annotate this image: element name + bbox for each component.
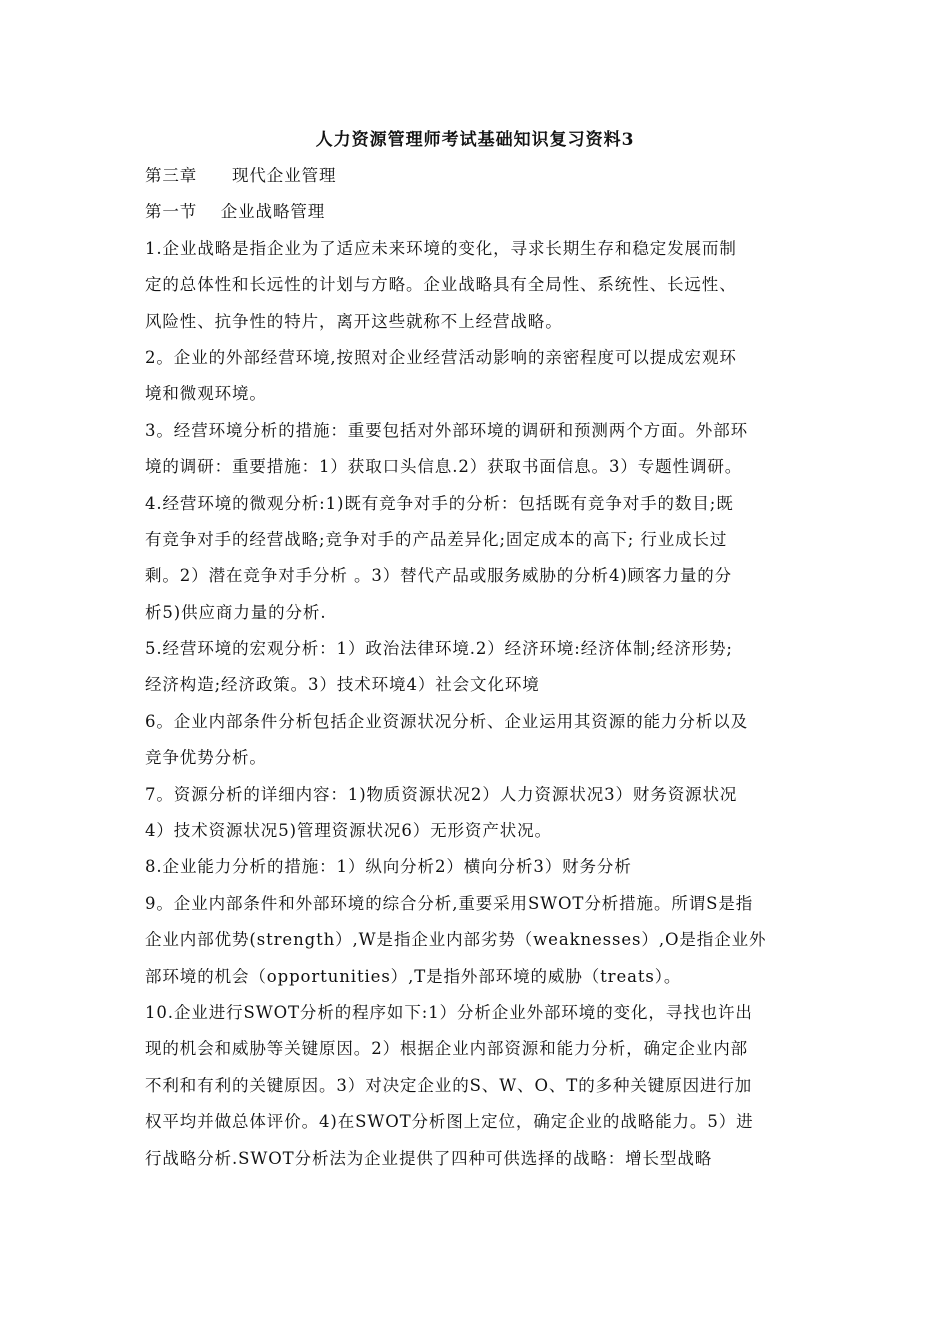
text-line: 4）技术资源状况5)管理资源状况6）无形资产状况。 [145, 821, 552, 841]
text-line: 5.经营环境的宏观分析：1）政治法律环境.2）经济环境:经济体制;经济形势; [145, 639, 733, 659]
text-line: 竞争优势分析。 [145, 748, 267, 768]
text-line: 7。资源分析的详细内容：1)物质资源状况2）人力资源状况3）财务资源状况 [145, 784, 738, 804]
text-line: 剩。2）潜在竞争对手分析 。3）替代产品或服务威胁的分析4)顾客力量的分 [145, 566, 733, 586]
text-line: 6。企业内部条件分析包括企业资源状况分析、企业运用其资源的能力分析以及 [145, 711, 748, 731]
text-line: 风险性、抗争性的特片，离开这些就称不上经营战略。 [145, 311, 563, 331]
text-line: 第三章 现代企业管理 [145, 166, 337, 185]
text-line: 企业内部优势(strength）,W是指企业内部劣势（weaknesses）,O是指企业外 [145, 930, 767, 950]
text-line: 权平均并做总体评价。4)在SWOT分析图上定位，确定企业的战略能力。5）进 [145, 1112, 754, 1132]
text-line: 10.企业进行SWOT分析的程序如下:1）分析企业外部环境的变化，寻找也许出 [145, 1002, 753, 1022]
text-line: 行战略分析.SWOT分析法为企业提供了四种可供选择的战略：增长型战略 [145, 1148, 713, 1168]
document-body [145, 158, 810, 1177]
text-line: 2。企业的外部经营环境,按照对企业经营活动影响的亲密程度可以提成宏观环 [145, 347, 737, 367]
text-line: 第一节 企业战略管理 [145, 202, 326, 222]
text-line: 境和微观环境。 [145, 384, 267, 404]
text-line: 定的总体性和长远性的计划与方略。企业战略具有全局性、系统性、长远性、 [145, 275, 737, 295]
text-line: 9。企业内部条件和外部环境的综合分析,重要采用SWOT分析措施。所谓S是指 [145, 893, 754, 913]
text-line: 部环境的机会（opportunities）,T是指外部环境的威胁（treats）。 [145, 966, 682, 986]
text-line: 不利和有利的关键原因。3）对决定企业的S、W、O、T的多种关键原因进行加 [145, 1075, 753, 1095]
text-line: 析5)供应商力量的分析. [145, 602, 327, 622]
text-line: 有竞争对手的经营战略;竞争对手的产品差异化;固定成本的高下; 行业成长过 [145, 529, 728, 549]
text-line: 3。经营环境分析的措施：重要包括对外部环境的调研和预测两个方面。外部环 [145, 420, 748, 440]
text-line: 4.经营环境的微观分析:1)既有竞争对手的分析：包括既有竞争对手的数目;既 [145, 493, 734, 513]
text-line: 经济构造;经济政策。3）技术环境4）社会文化环境 [145, 675, 540, 695]
text-line: 现的机会和威胁等关键原因。2）根据企业内部资源和能力分析，确定企业内部 [145, 1039, 748, 1059]
text-line: 1.企业战略是指企业为了适应未来环境的变化，寻求长期生存和稳定发展而制 [145, 238, 737, 258]
text-line: 境的调研：重要措施：1）获取口头信息.2）获取书面信息。3）专题性调研。 [145, 457, 743, 477]
document-title: 人力资源管理师考试基础知识复习资料3 [315, 130, 635, 150]
text-line: 8.企业能力分析的措施：1）纵向分析2）横向分析3）财务分析 [145, 857, 632, 877]
